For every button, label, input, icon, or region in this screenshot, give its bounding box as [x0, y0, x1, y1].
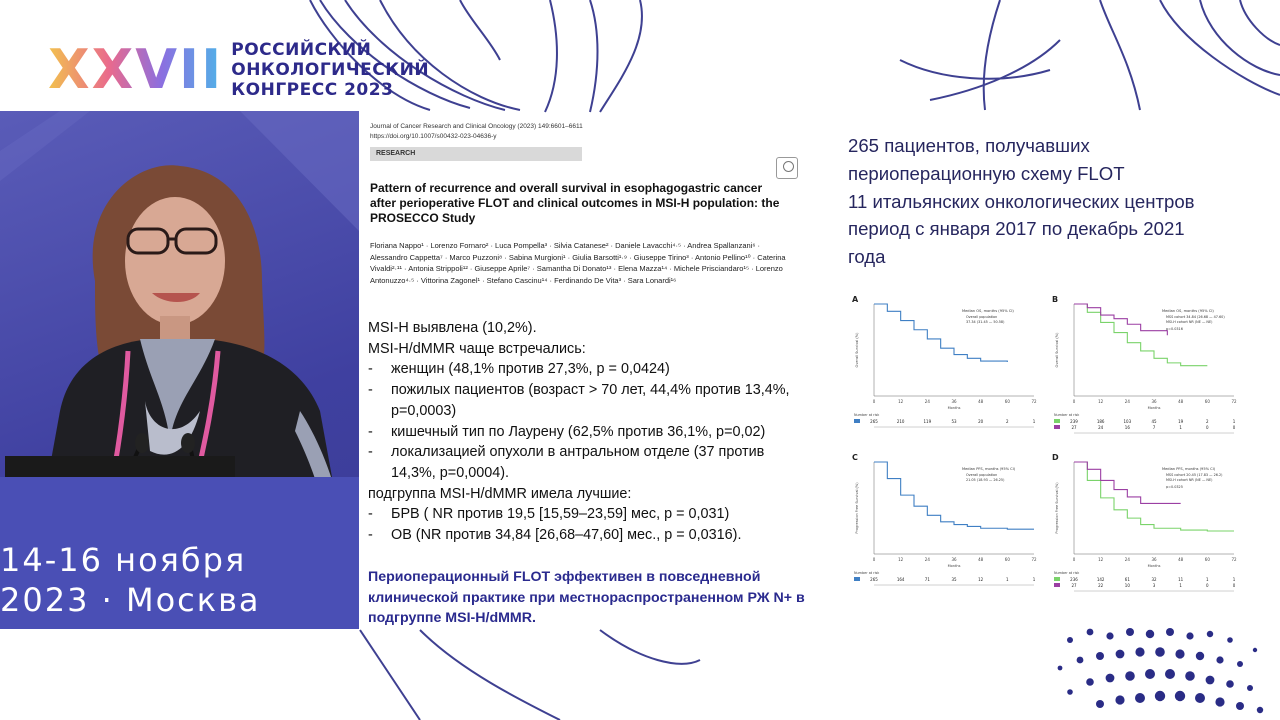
finding-subgroup-heading: подгруппа MSI-H/dMMR имела лучшие: — [368, 485, 632, 502]
risk-value: 2 — [1006, 419, 1009, 424]
x-axis-label: Months — [947, 406, 961, 410]
risk-value: 1 — [1179, 425, 1182, 430]
x-tick-label: 0 — [1072, 557, 1076, 562]
risk-value: 1 — [1232, 577, 1236, 582]
finding-msi-rate: MSI-H выявлена (10,2%). — [368, 320, 537, 336]
risk-row-key — [1054, 425, 1060, 429]
risk-value: 265 — [870, 577, 878, 582]
risk-value: 186 — [1096, 419, 1105, 424]
logo-text — [231, 40, 429, 100]
risk-value: 45 — [1151, 419, 1157, 424]
description-line: периоперационную схему FLOT — [848, 162, 1125, 184]
x-tick-label: 36 — [951, 399, 957, 404]
panel-letter: D — [1052, 453, 1059, 462]
paper-authors: Floriana Nappo¹ · Lorenzo Fornaro² · Luca Pompella³ · Silvia Catanese² · Daniele Lavacchi⁴·⁵ · Andrea Spallanzani⁶ · Alessandro Cappetta⁷ · Marco Puzzoni⁸ · Sabina Murgioni¹ · Giulia Barsotti¹·⁹ · Giuseppe Tirino³ · Antonio Pellino¹⁰ · Caterina Vivaldi²·¹¹ · Antonia Strippoli¹² · Giuseppe Aprile⁷ · Samantha Di Donato¹³ · Elena Mazza¹⁴ · Michele Prisciandaro¹⁵ · Lorenzo Antonuzzo⁴·⁵ · Vittorina Zagonel¹ · Stefano Cascinu¹⁴ · Ferdinando De Vita³ · Sara Lonardi¹⁶ — [370, 241, 786, 285]
km-curve — [1074, 304, 1207, 366]
finding-item: - пожилых пациентов (возраст > 70 лет, 44,4% против 13,4%, — [368, 382, 790, 399]
km-curve — [1074, 304, 1167, 335]
risk-value: 1 — [1232, 419, 1236, 424]
finding-item: - ОВ (NR против 34,84 [26,68–47,60] мес., p = 0,0316). — [368, 527, 742, 544]
risk-value: 3 — [1152, 583, 1156, 588]
event-year-city: 2023 · Москва — [0, 581, 261, 619]
risk-value: 12 — [978, 577, 984, 582]
logo-numeral: XXVII — [48, 38, 224, 101]
panel-ylabel: Overall Survival (%) — [1055, 332, 1059, 368]
legend-row: 37.34 (31.45 — 50.58) — [966, 320, 1005, 324]
x-tick-label: 24 — [924, 557, 930, 562]
event-dates: 14-16 ноября — [0, 541, 247, 579]
x-tick-label: 48 — [1178, 557, 1184, 562]
legend-row: MSS cohort 20.45 (17.83 — 26.2) — [1166, 473, 1223, 477]
speaker-video — [0, 111, 359, 629]
description-line: года — [848, 246, 886, 268]
finding-heading: MSI-H/dMMR чаще встречались: — [368, 340, 586, 357]
panel-letter: A — [852, 295, 859, 304]
risk-row-key — [1054, 419, 1060, 423]
legend-pvalue: p=0.0316 — [1166, 327, 1183, 331]
x-tick-label: 72 — [1231, 557, 1237, 562]
risk-value: 164 — [896, 577, 905, 582]
paper-snippet — [370, 122, 810, 286]
risk-row-key — [854, 577, 860, 581]
legend-pvalue: p=0.0325 — [1166, 485, 1183, 489]
risk-label: Number at risk — [854, 413, 880, 417]
journal-doi: https://doi.org/10.1007/s00432-023-04636-y — [370, 133, 497, 140]
x-tick-label: 12 — [1098, 399, 1104, 404]
x-tick-label: 60 — [1004, 557, 1010, 562]
x-tick-label: 36 — [951, 557, 957, 562]
risk-value: 61 — [1124, 577, 1130, 582]
risk-label: Number at risk — [1054, 571, 1080, 575]
x-axis-label: Months — [1147, 406, 1161, 410]
x-tick-label: 24 — [924, 399, 930, 404]
legend-row: MSI-H cohort NR (NE — NE) — [1166, 320, 1213, 324]
risk-value: 0 — [1232, 425, 1236, 430]
risk-label: Number at risk — [854, 571, 880, 575]
check-updates-badge — [776, 157, 798, 179]
legend-title: Median OS, months (95% CI) — [1162, 309, 1214, 313]
legend-row: 21.05 (18.93 — 26.25) — [966, 478, 1005, 482]
conclusion-text: Периоперационный FLOT эффективен в повседневной клинической практике при местнораспространенном РЖ N+ в подгруппе MSI-H/dMMR. — [368, 569, 805, 627]
x-tick-label: 0 — [1072, 399, 1076, 404]
finding-item: - локализацией опухоли в антральном отделе (37 против — [368, 444, 765, 461]
risk-value: 1 — [1032, 419, 1036, 424]
risk-value: 7 — [1152, 425, 1156, 430]
logo-line-1: РОССИЙСКИЙ — [231, 40, 372, 60]
risk-value: 1 — [1032, 577, 1036, 582]
risk-value: 1 — [1179, 583, 1182, 588]
x-tick-label: 72 — [1231, 399, 1237, 404]
finding-item: - БРВ ( NR против 19,5 [15,59–23,59] мес, p = 0,031) — [368, 506, 730, 523]
research-label: RESEARCH — [370, 147, 582, 161]
km-survival-figure — [850, 292, 1256, 604]
finding-item: - женщин (48,1% против 27,3%, p = 0,0424) — [368, 361, 670, 378]
x-tick-label: 72 — [1031, 557, 1037, 562]
paper-title: Pattern of recurrence and overall survival in esophagogastric cancer after perioperative FLOT and clinical outcomes in MSI-H population: the PROSECCO Study — [370, 181, 780, 225]
risk-value: 239 — [1070, 419, 1078, 424]
legend-row: MSI-H cohort NR (NE — NE) — [1166, 478, 1213, 482]
panel-ylabel: Progression Free Survival (%) — [855, 482, 859, 534]
risk-value: 20 — [978, 419, 984, 424]
risk-value: 19 — [1178, 419, 1184, 424]
risk-row-key — [854, 419, 860, 423]
risk-value: 53 — [951, 419, 957, 424]
panel-letter: B — [1052, 295, 1059, 304]
risk-row-key — [1054, 577, 1060, 581]
risk-value: 0 — [1232, 583, 1236, 588]
risk-value: 24 — [1098, 425, 1104, 430]
x-tick-label: 72 — [1031, 399, 1037, 404]
risk-value: 1 — [1006, 577, 1009, 582]
risk-value: 16 — [1124, 425, 1130, 430]
risk-value: 2 — [1206, 419, 1209, 424]
risk-label: Number at risk — [1054, 413, 1080, 417]
finding-item-continuation: 14,3%, p=0,0004). — [391, 464, 510, 481]
legend-title: Median PFS, months (95% CI) — [1162, 467, 1216, 471]
km-curve — [874, 462, 1034, 529]
x-tick-label: 12 — [1098, 557, 1104, 562]
panel-ylabel: Overall Survival (%) — [855, 332, 859, 368]
logo-line-3: КОНГРЕСС 2023 — [231, 80, 394, 100]
findings-list — [368, 318, 838, 546]
x-tick-label: 0 — [872, 399, 876, 404]
risk-row-key — [1054, 583, 1060, 587]
x-tick-label: 24 — [1124, 399, 1130, 404]
risk-value: 210 — [896, 419, 905, 424]
x-axis-label: Months — [1147, 564, 1161, 568]
x-tick-label: 36 — [1151, 557, 1157, 562]
x-tick-label: 12 — [898, 557, 904, 562]
panel-letter: C — [852, 453, 858, 462]
legend-row: Overall population — [966, 315, 998, 319]
x-tick-label: 48 — [1178, 399, 1184, 404]
x-tick-label: 60 — [1004, 399, 1010, 404]
finding-item-continuation: p=0,0003) — [391, 402, 457, 419]
risk-value: 27 — [1071, 583, 1077, 588]
x-tick-label: 0 — [872, 557, 876, 562]
logo-line-2: ОНКОЛОГИЧЕСКИЙ — [231, 60, 430, 80]
x-tick-label: 60 — [1204, 557, 1210, 562]
risk-value: 32 — [1151, 577, 1157, 582]
risk-value: 0 — [1206, 583, 1209, 588]
panel-ylabel: Progression Free Survival (%) — [1055, 482, 1059, 534]
risk-value: 22 — [1098, 583, 1104, 588]
risk-value: 236 — [1070, 577, 1078, 582]
x-axis-label: Months — [947, 564, 961, 568]
risk-value: 142 — [1096, 577, 1105, 582]
description-line: 11 итальянских онкологических центров — [848, 190, 1195, 212]
finding-item: - кишечный тип по Лаурену (62,5% против 36,1%, p=0,02) — [368, 423, 766, 440]
x-tick-label: 48 — [978, 557, 984, 562]
x-tick-label: 24 — [1124, 557, 1130, 562]
legend-row: MSS cohort 34.84 (26.68 — 47.60) — [1166, 315, 1225, 319]
risk-value: 71 — [924, 577, 930, 582]
description-line: период с января 2017 по декабрь 2021 — [848, 218, 1185, 240]
risk-value: 35 — [951, 577, 957, 582]
description-line: 265 пациентов, получавших — [848, 135, 1090, 156]
legend-title: Median OS, months (95% CI) — [962, 309, 1014, 313]
risk-value: 1 — [1206, 577, 1209, 582]
legend-title: Median PFS, months (95% CI) — [962, 467, 1016, 471]
risk-value: 265 — [870, 419, 878, 424]
x-tick-label: 12 — [898, 399, 904, 404]
x-tick-label: 36 — [1151, 399, 1157, 404]
risk-value: 103 — [1123, 419, 1132, 424]
legend-row: Overall population — [966, 473, 998, 477]
x-tick-label: 60 — [1204, 399, 1210, 404]
risk-value: 0 — [1206, 425, 1209, 430]
risk-value: 27 — [1071, 425, 1077, 430]
x-tick-label: 48 — [978, 399, 984, 404]
journal-citation: Journal of Cancer Research and Clinical Oncology (2023) 149:6601–6611 — [370, 123, 583, 130]
risk-value: 10 — [1124, 583, 1130, 588]
congress-logo — [48, 36, 429, 104]
risk-value: 11 — [1178, 577, 1184, 582]
study-description — [848, 132, 1268, 271]
risk-value: 119 — [923, 419, 932, 424]
